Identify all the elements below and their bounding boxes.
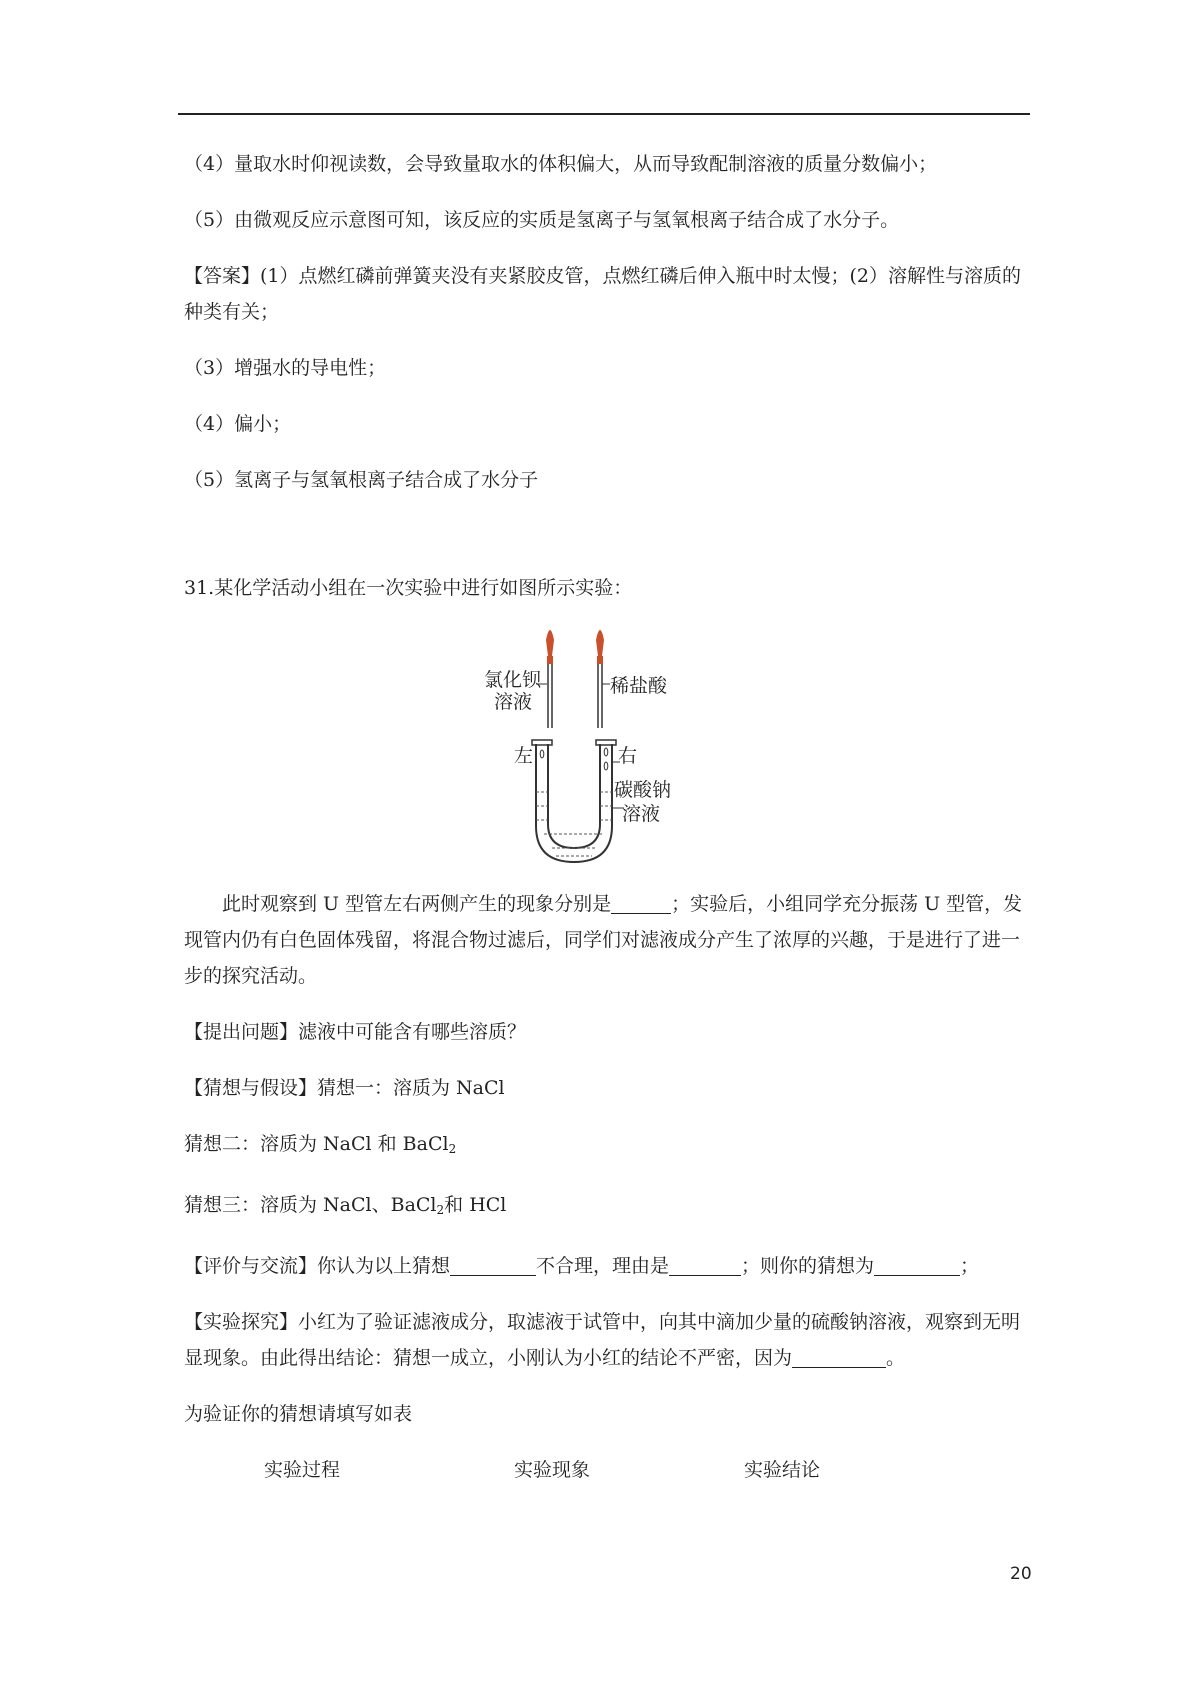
- blank-2[interactable]: [450, 1253, 536, 1276]
- label-left: 左: [514, 745, 534, 767]
- line-5: （5）由微观反应示意图可知，该反应的实质是氢离子与氢氧根离子结合成了水分子。: [184, 209, 900, 231]
- header-process: 实验过程: [264, 1459, 341, 1481]
- question-31: 31.某化学活动小组在一次实验中进行如图所示实验：: [184, 577, 633, 599]
- hypothesis-3: 猜想三：溶质为 NaCl、BaCl$_2$和 HCl: [184, 1194, 507, 1217]
- label-hcl: 稀盐酸: [610, 675, 668, 697]
- table-intro: 为验证你的猜想请填写如表: [184, 1403, 413, 1425]
- document-body: [184, 146, 1030, 1488]
- header-conclusion: 实验结论: [744, 1459, 821, 1481]
- hypothesis-2: 猜想二：溶质为 NaCl 和 BaCl$_2$: [184, 1133, 457, 1156]
- blank-5[interactable]: [792, 1345, 886, 1368]
- u-tube: [532, 740, 624, 862]
- label-na2co3-2: 溶液: [622, 803, 661, 825]
- label-bacl2-2: 溶液: [494, 691, 533, 713]
- header-phenomenon: 实验现象: [514, 1459, 591, 1481]
- dropper-right: [596, 630, 610, 728]
- answer-3: （3）增强水的导电性；: [184, 357, 387, 379]
- table-header: [184, 1452, 1030, 1488]
- label-right: 右: [618, 745, 638, 767]
- observation-paragraph: 此时观察到 U 型管左右两侧产生的现象分别是 ；实验后，小组同学充分振荡 U 型管，发现管内仍有白色固体残留，将混合物过滤后，同学们对滤液成分产生了浓厚的兴趣，于是进行了进一步的探究活动。: [184, 893, 1023, 987]
- header-rule: [178, 113, 1030, 115]
- experiment-figure: [184, 626, 1030, 876]
- blank-3[interactable]: [669, 1253, 741, 1276]
- blank-1[interactable]: [611, 891, 671, 914]
- raise-question: 【提出问题】滤液中可能含有哪些溶质？: [184, 1021, 527, 1043]
- answer-4: （4）偏小；: [184, 413, 292, 435]
- experiment-inquiry: 【实验探究】小红为了验证滤液成分，取滤液于试管中，向其中滴加少量的硫酸钠溶液，观察到无明显现象。由此得出结论：猜想一成立，小刚认为小红的结论不严密，因为 。: [184, 1311, 1021, 1369]
- label-na2co3-1: 碳酸钠: [614, 779, 672, 801]
- hypothesis-1: 【猜想与假设】猜想一：溶质为 NaCl: [184, 1077, 505, 1099]
- page-number: 20: [1010, 1564, 1032, 1584]
- u-tube-diagram: [484, 626, 724, 876]
- evaluation: 【评价与交流】你认为以上猜想 不合理，理由是 ；则你的猜想为 ；: [184, 1255, 980, 1277]
- line-4: （4）量取水时仰视读数，会导致量取水的体积偏大，从而导致配制溶液的质量分数偏小；: [184, 153, 938, 175]
- label-bacl2-1: 氯化钡: [484, 669, 542, 691]
- answer-line: 【答案】(1）点燃红磷前弹簧夹没有夹紧胶皮管，点燃红磷后伸入瓶中时太慢；(2）溶解性与溶质的种类有关；: [184, 265, 1022, 323]
- answer-5: （5）氢离子与氢氧根离子结合成了水分子: [184, 469, 539, 491]
- blank-4[interactable]: [874, 1253, 960, 1276]
